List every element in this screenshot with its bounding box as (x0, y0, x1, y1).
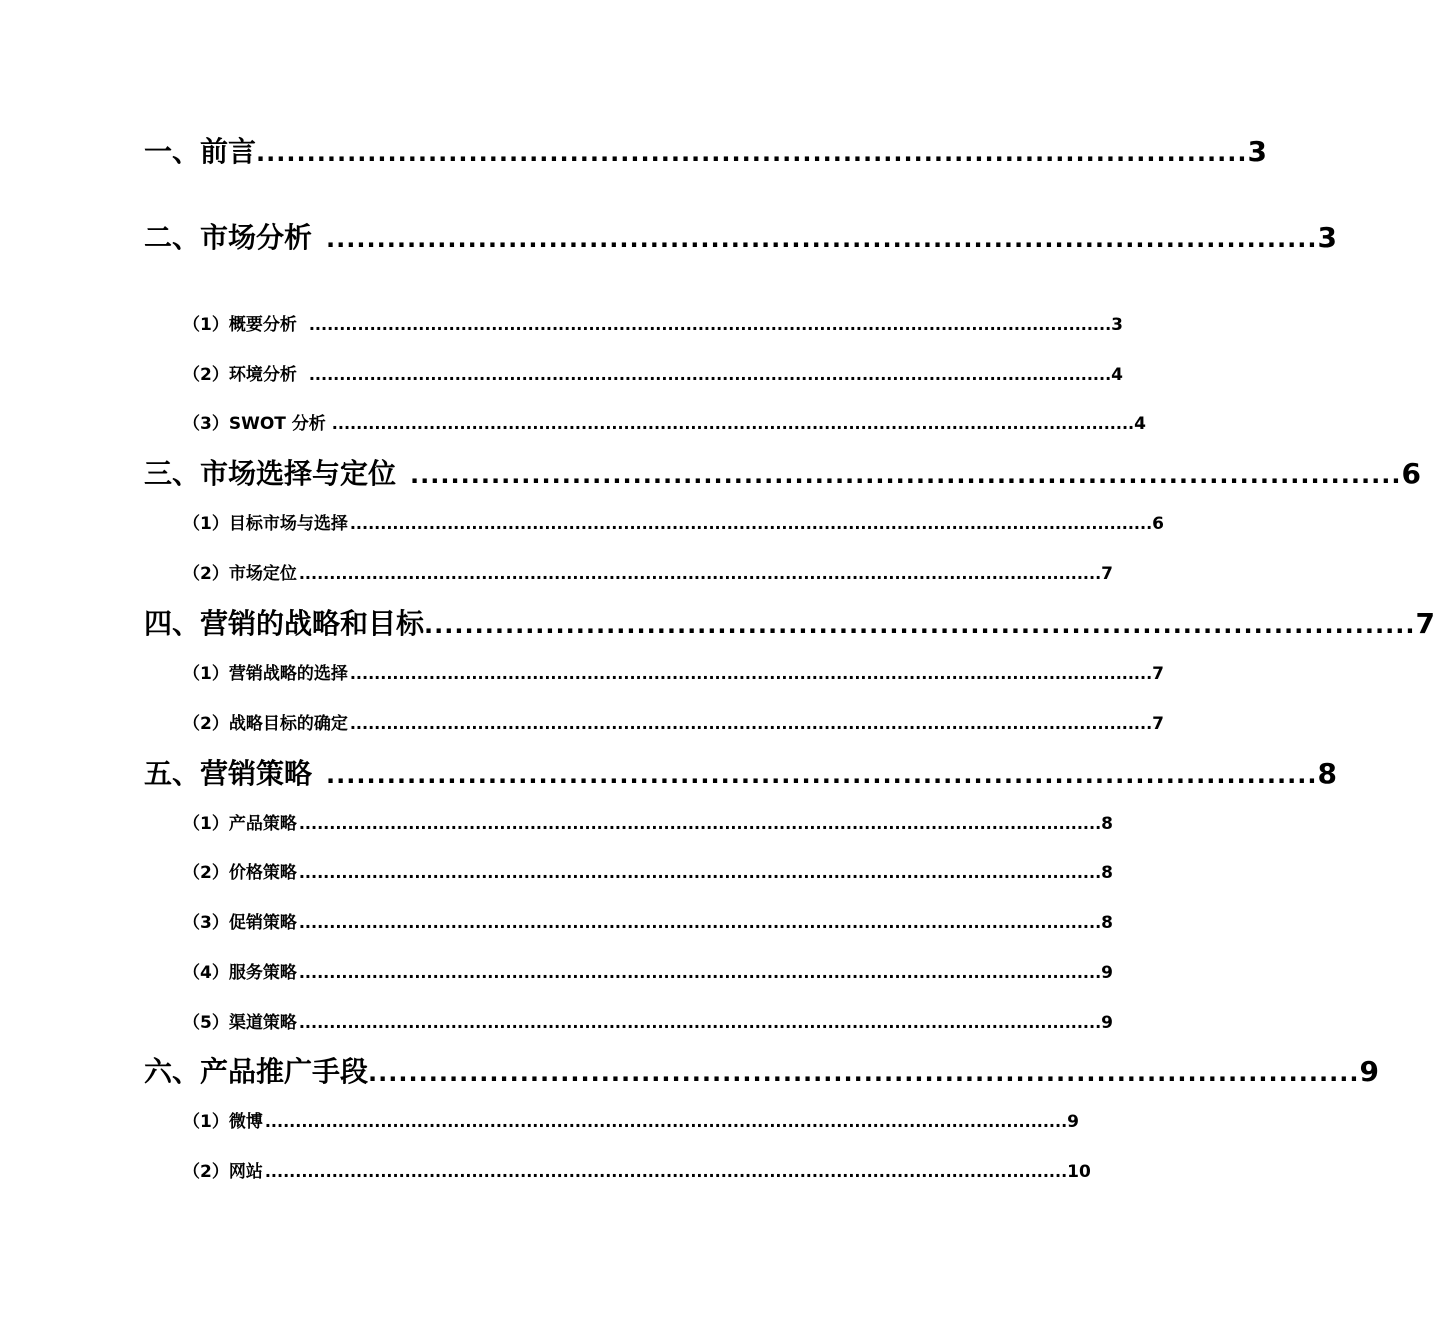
dot-leader: .................................................................................................................................... (331, 414, 1135, 433)
toc-entry-label: （3）促销策略 (183, 913, 297, 933)
toc-page-number: 8 (1101, 913, 1113, 933)
dot-leader: .................................................................................................. (326, 761, 1318, 789)
dot-leader: .................................................................................................................................... (349, 514, 1153, 533)
toc-page-number: 9 (1067, 1112, 1079, 1132)
toc-section-environment-analysis[interactable] (183, 362, 1123, 388)
toc-entry-label: （2）网站 (183, 1162, 263, 1182)
toc-page-number: 8 (1317, 757, 1337, 790)
toc-entry-label: （3）SWOT 分析 (183, 414, 326, 434)
toc-entry-label: （1）微博 (183, 1112, 263, 1132)
toc-chapter-promotion-methods[interactable] (144, 1052, 1379, 1092)
dot-leader: .................................................................................................................................... (298, 963, 1102, 982)
toc-page-number: 6 (1401, 457, 1421, 490)
toc-entry-label: （2）价格策略 (183, 863, 297, 883)
toc-section-channel-strategy[interactable] (183, 1010, 1113, 1036)
toc-entry-label: （1）营销战略的选择 (183, 664, 348, 684)
toc-section-price-strategy[interactable] (183, 860, 1113, 886)
dot-leader: .................................................................................................................................... (298, 863, 1102, 882)
toc-page-number: 6 (1152, 514, 1164, 534)
toc-section-strategy-selection[interactable] (183, 661, 1164, 687)
dot-leader: .................................................................................................................................... (298, 564, 1102, 583)
toc-section-product-strategy[interactable] (183, 811, 1113, 837)
toc-entry-label: 五、营销策略 (144, 757, 313, 790)
dot-leader: .................................................................................................................................... (264, 1162, 1068, 1181)
toc-entry-label: （2）市场定位 (183, 564, 297, 584)
toc-section-website[interactable] (183, 1159, 1091, 1185)
dot-leader: .................................................................................................................................... (349, 664, 1153, 683)
toc-page-number: 9 (1359, 1055, 1379, 1088)
toc-section-promotion-strategy[interactable] (183, 910, 1113, 936)
toc-page-number: 7 (1152, 664, 1164, 684)
dot-leader: .................................................................................................................................... (349, 714, 1153, 733)
dot-leader: .................................................................................................................................... (298, 913, 1102, 932)
toc-chapter-preface[interactable] (144, 132, 1267, 172)
toc-page-number: 9 (1101, 1013, 1113, 1033)
toc-section-service-strategy[interactable] (183, 960, 1113, 986)
toc-entry-label: 六、产品推广手段 (144, 1055, 369, 1088)
toc-section-overview-analysis[interactable] (183, 312, 1123, 338)
toc-entry-label: （5）渠道策略 (183, 1013, 297, 1033)
toc-page-number: 10 (1067, 1162, 1091, 1182)
toc-entry-label: （1）产品策略 (183, 814, 297, 834)
toc-entry-label: 三、市场选择与定位 (144, 457, 397, 490)
toc-section-market-positioning[interactable] (183, 561, 1113, 587)
toc-entry-label: 二、市场分析 (144, 221, 313, 254)
toc-entry-label: （4）服务策略 (183, 963, 297, 983)
toc-section-swot-analysis[interactable] (183, 411, 1146, 437)
dot-leader: .................................................................................................. (368, 1059, 1360, 1087)
toc-entry-label: （1）概要分析 (183, 315, 297, 335)
toc-page-number: 9 (1101, 963, 1113, 983)
toc-page-number: 4 (1111, 365, 1123, 385)
toc-entry-label: 一、前言 (144, 135, 257, 168)
dot-leader: .................................................................................................................................... (308, 315, 1112, 334)
toc-entry-label: （2）战略目标的确定 (183, 714, 348, 734)
dot-leader: .................................................................................................. (424, 611, 1416, 639)
toc-page-number: 4 (1134, 414, 1146, 434)
toc-page-number: 3 (1247, 135, 1267, 168)
dot-leader: .................................................................................................. (256, 139, 1248, 167)
dot-leader: .................................................................................................................................... (298, 1013, 1102, 1032)
toc-chapter-market-analysis[interactable] (144, 218, 1337, 258)
toc-entry-label: （1）目标市场与选择 (183, 514, 348, 534)
toc-chapter-marketing-strategy-goals[interactable] (144, 604, 1435, 644)
dot-leader: .................................................................................................. (410, 461, 1402, 489)
dot-leader: .................................................................................................................................... (298, 814, 1102, 833)
toc-entry-label: （2）环境分析 (183, 365, 297, 385)
dot-leader: .................................................................................................. (326, 225, 1318, 253)
toc-entry-label: 四、营销的战略和目标 (144, 607, 425, 640)
toc-page-number: 3 (1111, 315, 1123, 335)
toc-section-weibo[interactable] (183, 1109, 1079, 1135)
toc-chapter-marketing-tactics[interactable] (144, 754, 1337, 794)
toc-page-number: 7 (1101, 564, 1113, 584)
dot-leader: .................................................................................................................................... (308, 365, 1112, 384)
toc-page-number: 8 (1101, 863, 1113, 883)
toc-section-target-market[interactable] (183, 511, 1164, 537)
toc-page-number: 8 (1101, 814, 1113, 834)
toc-page-number: 7 (1415, 607, 1435, 640)
toc-chapter-market-selection[interactable] (144, 454, 1421, 494)
dot-leader: .................................................................................................................................... (264, 1112, 1068, 1131)
toc-section-goal-setting[interactable] (183, 711, 1164, 737)
toc-page-number: 7 (1152, 714, 1164, 734)
toc-page-number: 3 (1317, 221, 1337, 254)
